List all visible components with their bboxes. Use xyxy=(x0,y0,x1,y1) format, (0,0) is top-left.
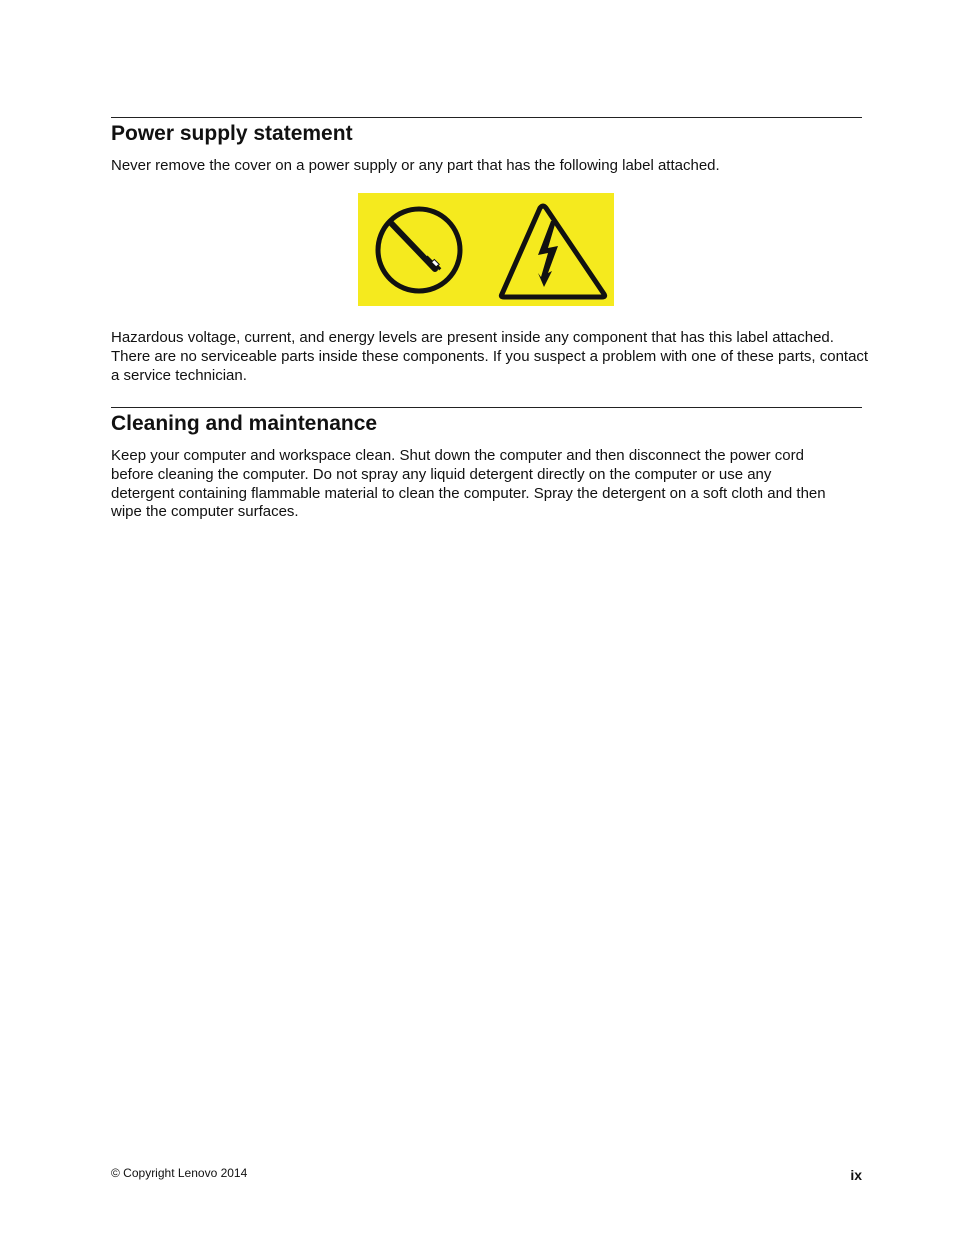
cleaning-paragraph: Keep your computer and workspace clean. Shut down the computer and then disconnect the power cord before cleaning the computer. Do not spray any liquid detergent directly on the computer or use any detergent containing flammable material to clean the computer. Spray the detergent on a soft cloth and then wipe the computer surfaces. xyxy=(111,447,826,521)
high-voltage-warning-icon xyxy=(501,206,604,297)
section-divider xyxy=(111,117,862,118)
hazard-description-paragraph: Hazardous voltage, current, and energy levels are present inside any component that has this label attached. There are no serviceable parts inside these components. If you suspect a problem with one of these parts, contact a service technician. xyxy=(111,329,869,384)
hazard-warning-label xyxy=(358,193,614,306)
page-number: ix xyxy=(850,1167,862,1183)
section-divider xyxy=(111,407,862,408)
section-heading-cleaning: Cleaning and maintenance xyxy=(111,412,378,435)
section-heading-power-supply: Power supply statement xyxy=(111,122,353,145)
copyright-notice: © Copyright Lenovo 2014 xyxy=(111,1166,248,1180)
power-supply-intro-paragraph: Never remove the cover on a power supply or any part that has the following label attached. xyxy=(111,157,720,174)
no-screwdriver-icon xyxy=(378,209,460,291)
